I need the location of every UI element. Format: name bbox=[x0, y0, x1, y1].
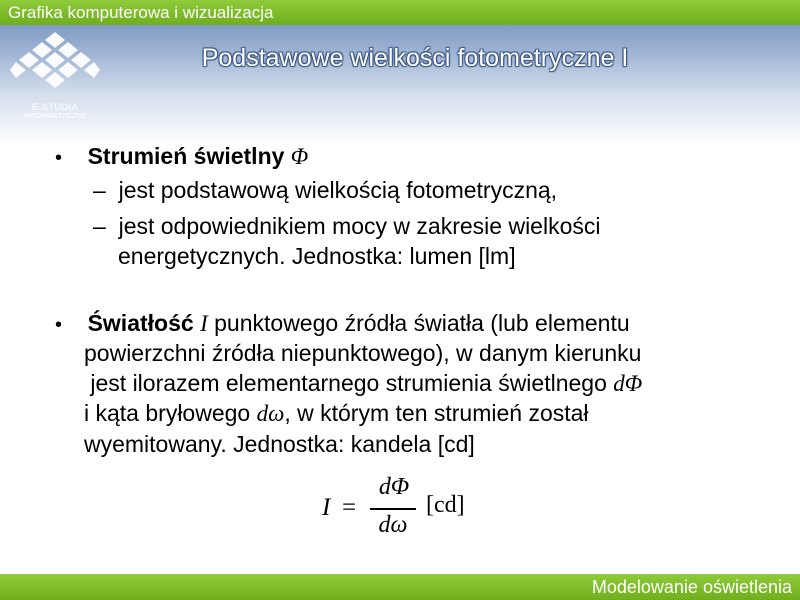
bullet-marker: • bbox=[55, 147, 63, 169]
top-bar bbox=[0, 0, 800, 25]
header-band bbox=[0, 25, 800, 145]
dash-marker: – bbox=[93, 213, 106, 239]
bullet-2-line-3 bbox=[84, 369, 642, 398]
bullet-2 bbox=[55, 309, 630, 339]
symbol-i: I bbox=[200, 311, 208, 336]
symbol-dphi: dΦ bbox=[613, 371, 643, 396]
dash-marker: – bbox=[93, 177, 106, 203]
formula-lhs: I bbox=[322, 494, 331, 521]
bullet-2-line-5: wyemitowany. Jednostka: kandela [cd] bbox=[84, 431, 475, 457]
fraction-bar bbox=[370, 508, 416, 510]
symbol-domega: dω bbox=[256, 401, 285, 426]
bullet-text: i kąta bryłowego bbox=[84, 400, 251, 426]
bullet-text: jest ilorazem elementarnego strumienia świetlnego bbox=[90, 370, 607, 396]
slide-title: Podstawowe wielkości fotometryczne I bbox=[201, 44, 629, 72]
logo bbox=[10, 30, 100, 126]
sub-bullet-2-cont: energetycznych. Jednostka: lumen [lm] bbox=[118, 243, 516, 269]
formula-denominator: dω bbox=[378, 512, 408, 538]
formula-numerator: dΦ bbox=[378, 474, 410, 500]
course-title: Grafika komputerowa i wizualizacja bbox=[8, 3, 274, 22]
sub-bullet-text: jest podstawową wielkością fotometryczną, bbox=[118, 177, 558, 203]
formula-unit: [cd] bbox=[426, 492, 465, 518]
bullet-2-line-4 bbox=[84, 399, 589, 428]
sub-bullet-text: jest odpowiednikiem mocy w zakresie wielkości bbox=[118, 213, 601, 239]
symbol-phi: Φ bbox=[290, 144, 309, 169]
logo-subtext: INFORMATYCZNE bbox=[23, 113, 87, 120]
bullet-2-line-2: powierzchni źródła niepunktowego), w danym kierunku bbox=[84, 340, 642, 366]
bullet-marker: • bbox=[55, 314, 63, 336]
footer-text: Modelowanie oświetlenia bbox=[591, 577, 792, 597]
logo-grid-icon bbox=[10, 30, 100, 102]
term-luminous-flux: Strumień świetlny bbox=[87, 143, 285, 169]
sub-bullet-1 bbox=[93, 176, 557, 204]
formula-intensity bbox=[322, 472, 492, 542]
logo-text: E-STUDIA bbox=[31, 102, 78, 112]
term-luminous-intensity: Światłość bbox=[87, 310, 194, 336]
formula-equals: = bbox=[342, 494, 357, 521]
sub-bullet-2 bbox=[93, 212, 600, 240]
bullet-1 bbox=[55, 142, 308, 172]
bottom-bar bbox=[0, 574, 800, 600]
bullet-text: , w którym ten strumień został bbox=[284, 400, 589, 426]
bullet-text: punktowego źródła światła (lub elementu bbox=[214, 310, 630, 336]
